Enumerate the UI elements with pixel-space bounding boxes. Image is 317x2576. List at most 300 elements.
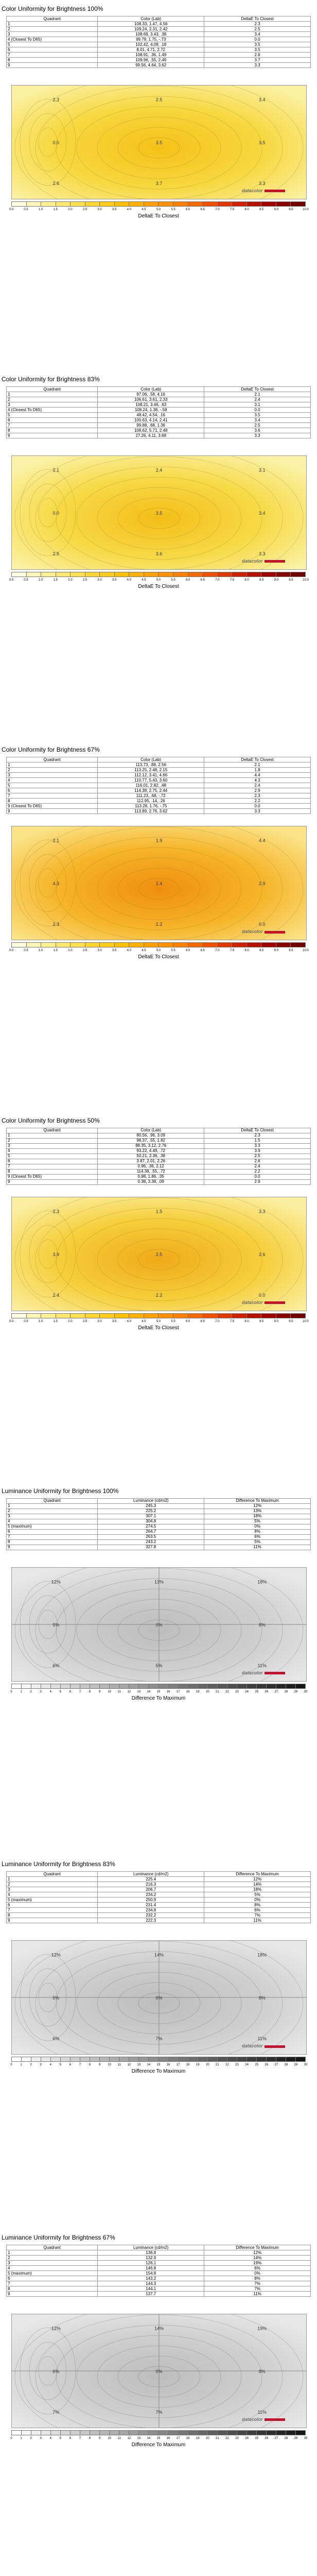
table-row — [7, 2286, 311, 2292]
table-header-cell: DeltaE To Closest — [204, 1128, 311, 1133]
table-cell: 8 — [7, 1169, 98, 1174]
table-cell: 5% — [204, 1539, 311, 1545]
table-cell: 113.25, 2.48, 2.15 — [98, 768, 204, 773]
legend-swatch — [41, 2431, 51, 2435]
quadrant-value-label: 3.5 — [155, 140, 163, 145]
table-row — [7, 413, 311, 418]
legend-tick-label: 0.5 — [24, 208, 28, 211]
table-cell: 113.73, .88, 2.56 — [98, 762, 204, 768]
legend-swatch — [12, 1314, 27, 1318]
legend-swatch — [276, 572, 291, 577]
table-row — [7, 2261, 311, 2266]
table-cell: 3.3 — [204, 433, 311, 438]
quadrant-value-label: 2.5 — [52, 551, 60, 557]
table-cell: 304.8 — [98, 1519, 204, 1524]
legend-tick-label: 9 — [98, 2437, 101, 2441]
legend-swatch — [286, 2057, 296, 2061]
uniformity-map-svg — [12, 826, 306, 940]
legend-tick-label: 6.0 — [186, 208, 190, 211]
table-cell: 109.24, 2.31, 2.42 — [98, 27, 204, 32]
quadrant-value-label: 5% — [52, 1622, 60, 1628]
legend-swatch — [61, 1684, 71, 1688]
table-row — [7, 1503, 311, 1509]
table-cell: 4 — [7, 1892, 98, 1897]
quadrant-value-label: 3.1 — [258, 467, 266, 473]
quadrant-value-label: 7% — [155, 2410, 163, 2415]
table-row — [7, 2271, 311, 2276]
logo-bar — [265, 2418, 285, 2421]
table-cell: 109.96, .55, 2.49 — [98, 58, 204, 63]
table-cell: 2.3 — [204, 22, 311, 27]
table-header-cell: Color (Lab) — [98, 16, 204, 22]
legend-swatch — [261, 943, 276, 947]
table-row — [7, 1154, 311, 1159]
legend-swatch — [90, 1684, 100, 1688]
uniformity-map-svg — [12, 1568, 306, 1681]
legend-color-scale — [11, 2057, 306, 2062]
legend-tick-label: 26 — [265, 1690, 269, 1693]
legend-tick-label: 9.0 — [274, 208, 278, 211]
legend-swatch — [179, 2057, 188, 2061]
legend-swatch — [198, 2431, 208, 2435]
legend-tick-label: 8 — [89, 2063, 91, 2067]
legend-swatch — [267, 2431, 276, 2435]
table-cell: 108.69, 3.43, .38 — [98, 32, 204, 37]
legend-swatch — [129, 1684, 139, 1688]
legend-swatch — [247, 943, 262, 947]
legend-tick-label: 13 — [137, 1690, 141, 1693]
table-cell: 0% — [204, 2271, 311, 2276]
legend-swatch — [110, 2431, 119, 2435]
table-header-cell: DeltaE To Closest — [204, 387, 311, 392]
table-cell: 6% — [204, 2266, 311, 2271]
table-row — [7, 2250, 311, 2256]
table-cell: 2.6 — [204, 1159, 311, 1164]
table-cell: 112.12, 3.41, 4.66 — [98, 773, 204, 778]
legend-swatch — [115, 1314, 130, 1318]
table-row — [7, 778, 311, 783]
table-cell: 108.24, 1.38, -.58 — [98, 408, 204, 413]
table-cell: 263.5 — [98, 1534, 204, 1539]
legend-tick-label: 6.0 — [186, 579, 190, 582]
table-cell: 7% — [204, 2281, 311, 2286]
table-header-cell: Quadrant — [7, 1872, 98, 1877]
legend-tick-label: 2.0 — [68, 1319, 73, 1323]
table-cell: 2.5 — [204, 423, 311, 428]
legend-tick-label: 20 — [205, 2437, 209, 2441]
legend-swatch — [218, 2057, 227, 2061]
table-header-cell: Color (Lab) — [98, 1128, 204, 1133]
table-cell: 5 — [7, 1154, 98, 1159]
legend-swatch — [173, 1314, 188, 1318]
table-row — [7, 392, 311, 397]
legend-tick-label: 2.5 — [82, 579, 87, 582]
legend-tick-label: 6 — [69, 2063, 72, 2067]
quadrant-value-label: 11% — [257, 2036, 267, 2042]
datacolor-logo — [242, 1300, 285, 1305]
legend-swatch — [119, 1684, 129, 1688]
table-row — [7, 1143, 311, 1148]
table-cell: 9 — [7, 63, 98, 68]
table-cell: 8.01, 4.71, 2.72 — [98, 47, 204, 53]
legend-swatch — [71, 2057, 80, 2061]
quadrant-value-label: 12% — [51, 2326, 61, 2331]
legend-swatch — [218, 1684, 227, 1688]
quadrant-value-label: 8% — [258, 1995, 266, 2001]
table-cell: 98.37, .55, 1.82 — [98, 1138, 204, 1143]
quadrant-value-label: 2.4 — [52, 1292, 60, 1298]
legend-tick-label: 17 — [176, 1690, 180, 1693]
table-row — [7, 1133, 311, 1138]
legend-tick-label: 5.5 — [171, 949, 175, 953]
table-cell: 3 — [7, 2261, 98, 2266]
table-cell: 8 — [7, 58, 98, 63]
table-cell: 100.63, 4.14, 2.41 — [98, 418, 204, 423]
table-cell: 4 (Closest To D65) — [7, 37, 98, 42]
legend-swatch — [149, 2431, 158, 2435]
table-cell: 108.91, .36, 1.49 — [98, 53, 204, 58]
legend-tick-label: 3 — [40, 1690, 42, 1693]
legend-swatch — [158, 1314, 173, 1318]
table-cell: 2.1 — [204, 392, 311, 397]
legend-tick-label: 4.0 — [127, 949, 131, 953]
table-row — [7, 53, 311, 58]
legend-tick-label: 11 — [117, 1690, 121, 1693]
table-header-cell: Quadrant — [7, 16, 98, 22]
legend-tick-label: 4.0 — [127, 1319, 131, 1323]
table-header-row — [7, 757, 311, 762]
table-header-cell: Difference To Maximum — [204, 2245, 311, 2250]
legend-swatch — [12, 572, 27, 577]
legend-tick-label: 15 — [156, 2063, 161, 2067]
quadrant-value-label: 0.0 — [52, 140, 60, 145]
legend-swatch — [90, 2057, 100, 2061]
lum-uniformity-section — [0, 1482, 317, 1843]
logo-bar — [265, 560, 285, 563]
legend-swatch — [51, 1684, 61, 1688]
legend-tick-label: 4.0 — [127, 579, 131, 582]
legend-tick-label: 19 — [196, 1690, 200, 1693]
table-header-cell: Luminance (cd/m2) — [98, 1498, 204, 1503]
legend-swatch — [291, 943, 305, 947]
table-cell: 0.0 — [204, 804, 311, 809]
legend-swatch — [208, 2431, 218, 2435]
legend-swatch — [100, 2431, 110, 2435]
legend-swatch — [61, 2057, 71, 2061]
legend-swatch — [267, 1684, 276, 1688]
table-row — [7, 2256, 311, 2261]
legend-swatch — [27, 943, 42, 947]
legend-tick-label: 2 — [30, 2063, 32, 2067]
quadrant-value-label: 4.4 — [258, 838, 266, 843]
legend-swatch — [85, 572, 100, 577]
legend-swatch — [296, 2057, 305, 2061]
legend-swatch — [218, 943, 233, 947]
table-row — [7, 1908, 311, 1913]
legend-tick-label: 0 — [10, 2063, 12, 2067]
table-cell: 50.21, 2.36, .38 — [98, 1154, 204, 1159]
table-row — [7, 408, 311, 413]
table-cell: 206.7 — [98, 1887, 204, 1892]
quadrant-value-label: 4.3 — [52, 881, 60, 887]
table-cell: 8 — [7, 2286, 98, 2292]
legend-swatch — [139, 1684, 149, 1688]
table-cell: 113.28, 1.76, -.75 — [98, 804, 204, 809]
table-cell: 9 — [7, 2292, 98, 2297]
legend-swatch — [51, 2431, 61, 2435]
table-cell: 27.26, 4.11, 3.68 — [98, 433, 204, 438]
legend-tick-label: 6.5 — [200, 208, 205, 211]
legend-tick-label: 3 — [40, 2063, 42, 2067]
section-title: Luminance Uniformity for Brightness 100% — [2, 1487, 119, 1495]
legend-swatch — [169, 2057, 179, 2061]
table-cell: 6 — [7, 418, 98, 423]
legend-tick-label: 8 — [89, 1690, 91, 1693]
table-cell: 108.21, 3.46, .63 — [98, 402, 204, 408]
table-cell: 143.2 — [98, 2276, 204, 2281]
legend-tick-label: 5.0 — [156, 208, 161, 211]
quadrant-value-label: 3.4 — [258, 97, 266, 103]
legend-tick-label: 3.0 — [97, 208, 102, 211]
logo-bar — [265, 2045, 285, 2048]
table-row — [7, 762, 311, 768]
legend-swatch — [208, 2057, 218, 2061]
legend-tick-label: 7.5 — [230, 1319, 235, 1323]
table-cell: 48.42, 4.54, .16 — [98, 413, 204, 418]
legend-swatch — [286, 2431, 296, 2435]
legend-caption: Difference To Maximum — [131, 2069, 186, 2075]
legend-color-scale — [11, 201, 306, 207]
legend-swatch — [218, 1314, 233, 1318]
quadrant-value-label: 2.1 — [52, 467, 60, 473]
table-cell: 2.3 — [204, 793, 311, 799]
legend-swatch — [188, 572, 203, 577]
legend-swatch — [12, 943, 27, 947]
legend-tick-label: 14 — [147, 2063, 151, 2067]
legend-tick-label: 24 — [245, 2437, 249, 2441]
uniformity-map-svg — [12, 1941, 306, 2054]
table-row — [7, 42, 311, 47]
table-cell: 8 — [7, 1539, 98, 1545]
table-cell: 132.9 — [98, 2256, 204, 2261]
table-cell: 2.5 — [204, 1154, 311, 1159]
table-cell: 0.0 — [204, 37, 311, 42]
legend-swatch — [71, 1314, 85, 1318]
table-header-cell: Color (Lab) — [98, 757, 204, 762]
table-cell: 3.5 — [204, 47, 311, 53]
uniformity-map — [11, 2314, 307, 2428]
quadrant-value-label: 1.5 — [155, 1208, 163, 1214]
table-row — [7, 793, 311, 799]
logo-text: datacolor — [242, 188, 263, 193]
legend-tick-label: 12 — [127, 2063, 131, 2067]
legend-tick-label: 4.5 — [142, 208, 146, 211]
table-row — [7, 1519, 311, 1524]
quadrant-value-label: 2.6 — [258, 1251, 266, 1257]
legend-swatch — [115, 202, 130, 206]
table-row — [7, 1887, 311, 1892]
table-row — [7, 1877, 311, 1882]
legend-tick-label: 0.0 — [9, 208, 14, 211]
legend-tick-label: 18 — [186, 2063, 190, 2067]
uniformity-map-svg — [12, 1197, 306, 1311]
table-cell: 1 — [7, 1133, 98, 1138]
legend-tick-label: 23 — [235, 2437, 239, 2441]
legend-tick-label: 9.0 — [274, 949, 278, 953]
legend-swatch — [85, 943, 100, 947]
legend-swatch — [100, 1314, 115, 1318]
legend-swatch — [198, 2057, 208, 2061]
legend-tick-label: 23 — [235, 1690, 239, 1693]
legend-tick-label: 7 — [79, 2063, 81, 2067]
legend-swatch — [291, 202, 305, 206]
legend-swatch — [291, 572, 305, 577]
legend-swatch — [22, 2431, 31, 2435]
table-header-cell: Quadrant — [7, 757, 98, 762]
legend-tick-label: 10 — [108, 2063, 111, 2067]
table-cell: 9 — [7, 1545, 98, 1550]
legend-ticks — [9, 579, 308, 583]
table-row — [7, 397, 311, 402]
table-cell: 3.9 — [204, 1148, 311, 1154]
legend-swatch — [129, 2431, 139, 2435]
logo-bar — [265, 931, 285, 934]
legend-tick-label: 8.0 — [244, 579, 249, 582]
legend-tick-label: 2 — [30, 1690, 32, 1693]
legend-tick-label: 9.5 — [289, 579, 293, 582]
table-header-cell: Quadrant — [7, 1498, 98, 1503]
legend-tick-label: 28 — [284, 2437, 288, 2441]
legend-tick-label: 8.5 — [259, 208, 264, 211]
table-cell: 3 — [7, 1514, 98, 1519]
legend-swatch — [27, 202, 42, 206]
table-cell: 2.2 — [204, 799, 311, 804]
uniformity-map-svg — [12, 456, 306, 569]
table-row — [7, 58, 311, 63]
table-cell: 2 — [7, 1882, 98, 1887]
legend-swatch — [41, 1314, 56, 1318]
table-cell: 3.5 — [204, 413, 311, 418]
table-cell: 1 — [7, 1503, 98, 1509]
table-cell: 4 (Closest To D65) — [7, 408, 98, 413]
legend-tick-label: 10 — [108, 1690, 111, 1693]
quadrant-value-label: 11% — [257, 2410, 267, 2415]
datacolor-logo — [242, 2417, 285, 2422]
quadrant-value-label: 0% — [155, 1622, 163, 1628]
table-row — [7, 1169, 311, 1174]
legend-tick-label: 3.0 — [97, 1319, 102, 1323]
table-cell: 7 — [7, 423, 98, 428]
table-cell: 4.3 — [204, 778, 311, 783]
legend-swatch — [173, 572, 188, 577]
table-cell: 9 — [7, 433, 98, 438]
legend-tick-label: 30 — [304, 2063, 308, 2067]
table-row — [7, 804, 311, 809]
table-cell: 245.3 — [98, 1503, 204, 1509]
quadrant-value-label: 2.4 — [155, 467, 163, 473]
quadrant-value-label: 6% — [52, 1663, 60, 1668]
table-cell: 110.77, 5.43, 3.60 — [98, 778, 204, 783]
quadrant-value-label: 14% — [154, 1952, 164, 1958]
table-cell: 99.88, .68, 1.36 — [98, 423, 204, 428]
color-uniformity-section — [0, 741, 317, 1101]
legend-swatch — [149, 1684, 158, 1688]
legend-tick-label: 3.5 — [112, 949, 117, 953]
logo-text: datacolor — [242, 2417, 263, 2422]
legend-swatch — [31, 2431, 41, 2435]
legend-swatch — [173, 943, 188, 947]
legend-swatch — [110, 1684, 119, 1688]
table-cell: 113.89, 2.76, 3.62 — [98, 809, 204, 814]
legend-swatch — [257, 2431, 267, 2435]
legend-tick-label: 2.0 — [68, 949, 73, 953]
legend-swatch — [261, 202, 276, 206]
legend-tick-label: 29 — [294, 2437, 298, 2441]
legend-swatch — [261, 572, 276, 577]
legend-tick-label: 9 — [98, 2063, 101, 2067]
legend-tick-label: 2.0 — [68, 208, 73, 211]
legend-tick-label: 18 — [186, 2437, 190, 2441]
table-cell: 9 — [7, 809, 98, 814]
legend-swatch — [188, 2431, 198, 2435]
legend-swatch — [129, 2057, 139, 2061]
legend-swatch — [100, 1684, 110, 1688]
legend-tick-label: 20 — [205, 1690, 209, 1693]
table-header-row — [7, 387, 311, 392]
legend-swatch — [188, 202, 203, 206]
table-cell: 7 — [7, 1164, 98, 1169]
legend-swatch — [188, 2057, 198, 2061]
table-cell: 6 — [7, 1903, 98, 1908]
quadrant-value-label: 18% — [257, 1579, 267, 1585]
legend-tick-label: 12 — [127, 1690, 131, 1693]
table-cell: 2 — [7, 1138, 98, 1143]
legend-swatch — [158, 2431, 168, 2435]
table-cell: 0.96, .36, 2.12 — [98, 1164, 204, 1169]
legend-tick-label: 7.5 — [230, 579, 235, 582]
legend-swatch — [257, 2057, 267, 2061]
quadrant-value-label: 3.6 — [155, 551, 163, 557]
legend-tick-label: 9 — [98, 1690, 101, 1693]
table-cell: 144.3 — [98, 2281, 204, 2286]
table-cell: 2.3 — [204, 1133, 311, 1138]
table-cell: 4 — [7, 778, 98, 783]
legend-swatch — [188, 1314, 203, 1318]
legend-tick-label: 11 — [117, 2437, 121, 2441]
table-cell: 5 — [7, 783, 98, 788]
table-cell: 3.3 — [204, 63, 311, 68]
legend-swatch — [12, 202, 27, 206]
table-row — [7, 423, 311, 428]
legend-swatch — [237, 1684, 247, 1688]
legend-swatch — [227, 2431, 237, 2435]
legend-tick-label: 5 — [59, 2063, 61, 2067]
quadrant-value-label: 2.3 — [52, 922, 60, 927]
legend-swatch — [232, 943, 247, 947]
legend-tick-label: 9.0 — [274, 579, 278, 582]
legend-swatch — [158, 943, 173, 947]
table-cell: 9 — [7, 1179, 98, 1184]
measurement-table — [6, 1498, 311, 1550]
legend-tick-label: 8.0 — [244, 1319, 249, 1323]
logo-text: datacolor — [242, 1299, 263, 1305]
quadrant-value-label: 2.9 — [258, 881, 266, 887]
legend-swatch — [129, 943, 144, 947]
legend-tick-label: 1 — [20, 2437, 22, 2441]
table-cell: 8% — [204, 1529, 311, 1534]
table-cell: 6 — [7, 2276, 98, 2281]
legend-tick-label: 25 — [255, 2063, 258, 2067]
